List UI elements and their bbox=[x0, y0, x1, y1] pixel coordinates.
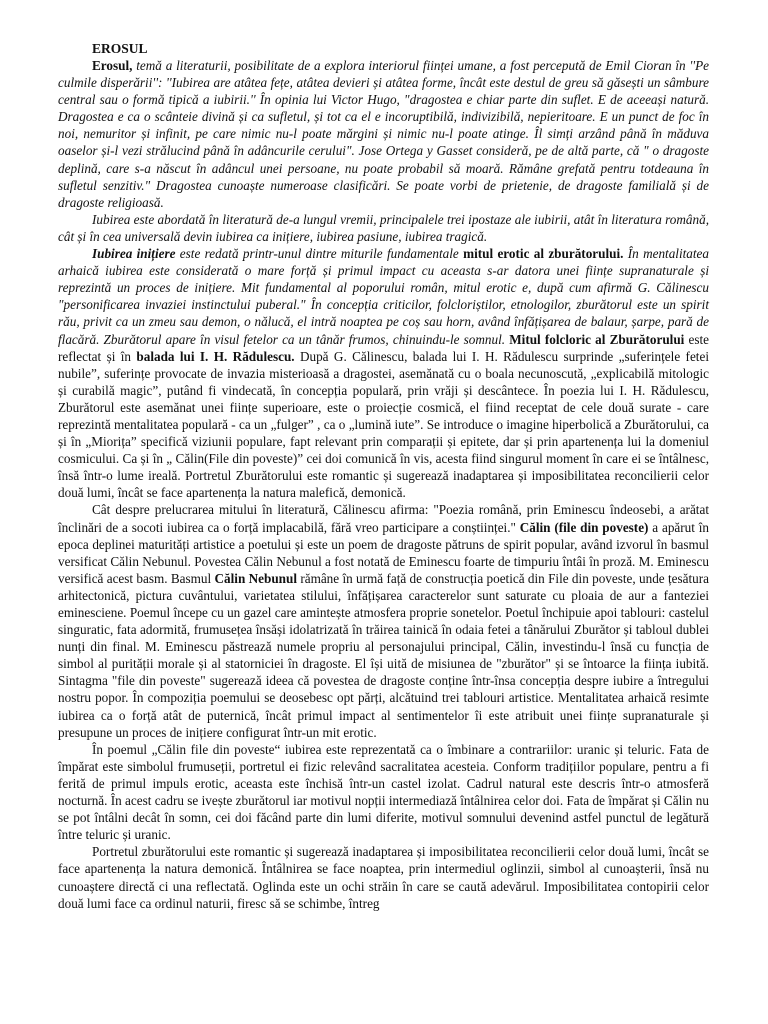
p4-bold-d: Călin Nebunul bbox=[214, 570, 297, 586]
paragraph-1 bbox=[58, 57, 709, 211]
p1-lead: Erosul, bbox=[92, 58, 133, 73]
p3-text-g: După G. Călinescu, balada lui I. H. Rădulescu surprinde „suferințele fetei nubile”, suferințe provocate de invazia misterioasă a dragostei, asemănată cu o boala necunoscută, „explicabilă mitologic și curabilă magic”, putând fi vindecată, în concepția populară, prin vrăji și descântece. În poezia lui I. H. Rădulescu, Zburătorul este asemănat unei ființe superioare, este o proiecție cosmică, el fiind receptat de cele două surate - care reprezintă mentalitatea populară - ca un „fulger” , ca o „lumină iute”. Se introduce o imagine hiperbolică a Zburătorului, ca și în „Miorița” specifică viziunii populare, fapt relevant prin comparații și epitete, dar și prin apartenența lui la domeniul cosmicului. Ca și în „ Călin(File din poveste)” cei doi comunică în vis, acesta fiind singurul moment în care ei se întâlnesc, însă într-o lume ireală. Portretul Zburătorului este romantic și sugerează inadaptarea și imposibilitatea reconcilierii celor două lumi, încât se face apartenența la natura malefică, demonică. bbox=[58, 348, 709, 501]
document-title: EROSUL bbox=[92, 41, 148, 56]
paragraph-5: În poemul „Călin file din poveste“ iubirea este reprezentată ca o îmbinare a contrariilor: uranic și teluric. Fata de împărat este simbolul frumuseții, portretul ei fizic relevând sacralitatea acesteia. Conform tradițiilor populare, pentru a fi ferită de primul impuls erotic, aceasta este închisă într-un castel izolat. Cadrul natural este descris într-o atmosferă nocturnă. În acest cadru se ivește zburătorul iar motivul nopții intermediază întâlnirea celor doi. Fata de împărat și Călin nu se pot întâlni decât în somn, cei doi făcând parte din lumi diferite, motivul somnului devenind astfel punctul de legătură între teluric și uranic. bbox=[58, 741, 709, 843]
p4-text-c: a apărut în epoca deplinei maturități artistice a poetului și este un poem de dragoste pătruns de spirit popular, având izvorul în basmul versificat Călin Nebunul. Povestea Călin Nebunul a fost notată de Eminescu foarte de timpuriu întâi în proză. M. Eminescu versifică acest basm. Basmul bbox=[58, 519, 709, 586]
p3-text-c: În mentalitatea arhaică iubirea este considerată o mare forță și primul impact cu aceasta s-ar datora unei ființe supranaturale și reprezintă un proces de inițiere. Mit fundamental al poporului român, mitul erotic e, după cum afirmă G. Călinescu "personificarea invaziei instinctului puberal." În concepția criticilor, folcloriștilor, etnologilor, zburătorul este un spirit rău, privit ca un zmeu sau demon, o nălucă, el intră noaptea pe coș sau horn, având înfățișarea de balaur, șarpe, pară de flacără. Zburătorul apare în visul fetelor ca un tânăr frumos, chinuindu-le somnul. bbox=[58, 246, 709, 347]
p4-text-e: rămâne în urmă față de construcția poetică din File din poveste, unde țesătura arhitectonică, pictura cuvântului, varietatea stilului, înfățișarea caracterelor sunt saturate cu ploaia de aur a fanteziei eminesciene. Poemul începe cu un gazel care amintește atmosfera proprie sonetelor. Poetul închipuie apoi tablouri: castelul singuratic, fata adormită, frumusețea însăși idolatrizată în trăirea tainică în odaia fetei a tânărului Zburător și tabloul dublei nunți din final. M. Eminescu păstrează numele propriu al personajului principal, Călin, investindu-l însă cu funcția de simbol al purității morale și al statorniciei în dragoste. El își uită de misiunea de "zburător" și se întoarce la ființa iubită. Sintagma "file din poveste" sugerează ideea că povestea de dragoste conține într-însa concepția despre iubire a întregului nostru popor. În compoziția poemului se deosebesc opt părți, alcătuind trei tablouri artistice. Mentalitatea arhaică resimte iubirea ca o forță atât de puternică, încât primul impact al sentimentelor îi este atribuit unei ființe supranaturale și presupune un proces de inițiere configurat într-un mit erotic. bbox=[58, 570, 709, 740]
p1-text: temă a literaturii, posibilitate de a explora interiorul ființei umane, a fost percepută de Emil Cioran în ''Pe culmile disperării'': ''Iubirea are atâtea fețe, atâtea devieri și atâtea forme, încât este destul de greu să găsești un sâmbure central sau o formă tipică a iubirii.'' În opinia lui Victor Hugo, "dragostea e chiar parte din suflet. E de aceeași natură. Dragostea e ca o scânteie divină și ca sufletul, și tot ca el e incoruptibilă, indivizibilă, nepieritoare. E un punct de foc în noi, nemuritor și infinit, pe care nimic nu-l poate mărgini și nimic nu-l poate atinge. Îl simți arzând până în măduva oaselor și-l vezi strălucind până în adâncurile cerului". Jose Ortega y Gasset consideră, pe de altă parte, că " o dragoste deplină, care s-a născut în adâncul unei persoane, nu poate probabil să moară. Rămâne grefată pentru totdeauna în sufletul senzitiv." Dragostea cunoaște numeroase clasificări. Se poate vorbi de prietenie, de dragoste familială și de dragoste religioasă. bbox=[58, 58, 709, 210]
paragraph-4 bbox=[58, 501, 709, 740]
paragraph-3 bbox=[58, 245, 709, 501]
paragraph-2: Iubirea este abordată în literatură de-a lungul vremii, principalele trei ipostaze ale iubirii, atât în literatura română, cât și în cea universală devin iubirea ca inițiere, iubirea pasiune, iubirea tragică. bbox=[58, 211, 709, 244]
p3-bold-d: Mitul folcloric al Zburătorului bbox=[505, 331, 685, 347]
paragraph-6: Portretul zburătorului este romantic și sugerează inadaptarea și imposibilitatea reconcilierii celor două lumi, încât se face apartenența la natura demonică. Întâlnirea se face noaptea, prin intermediul oglinzii, simbol al cunoașterii, însă nu cunoaștere directă ci una reflectată. Oglinda este un ochi străin în care se caută adevărul. Imposibilitatea contopirii celor două lumi face ca ordinul naturii, firesc să se schimbe, întreg bbox=[58, 844, 709, 911]
p3-bold-f: balada lui I. H. Rădulescu. bbox=[136, 348, 295, 364]
p3-text-e: este reflectat și în bbox=[58, 331, 709, 364]
p3-bold-b: mitul erotic al zburătorului. bbox=[463, 246, 624, 262]
p4-text-a: Cât despre prelucrarea mitului în literatură, Călinescu afirma: "Poezia română, prin Eminescu îndeosebi, a arătat înclinări de a socoti iubirea ca o forță implacabilă, fără vreo participare a conștiinței." bbox=[58, 502, 709, 535]
p3-text-a: este redată printr-unul dintre miturile fundamentale bbox=[175, 246, 464, 262]
p3-lead: Iubirea inițiere bbox=[92, 246, 176, 262]
p4-bold-b: Călin (file din poveste) bbox=[519, 519, 649, 535]
